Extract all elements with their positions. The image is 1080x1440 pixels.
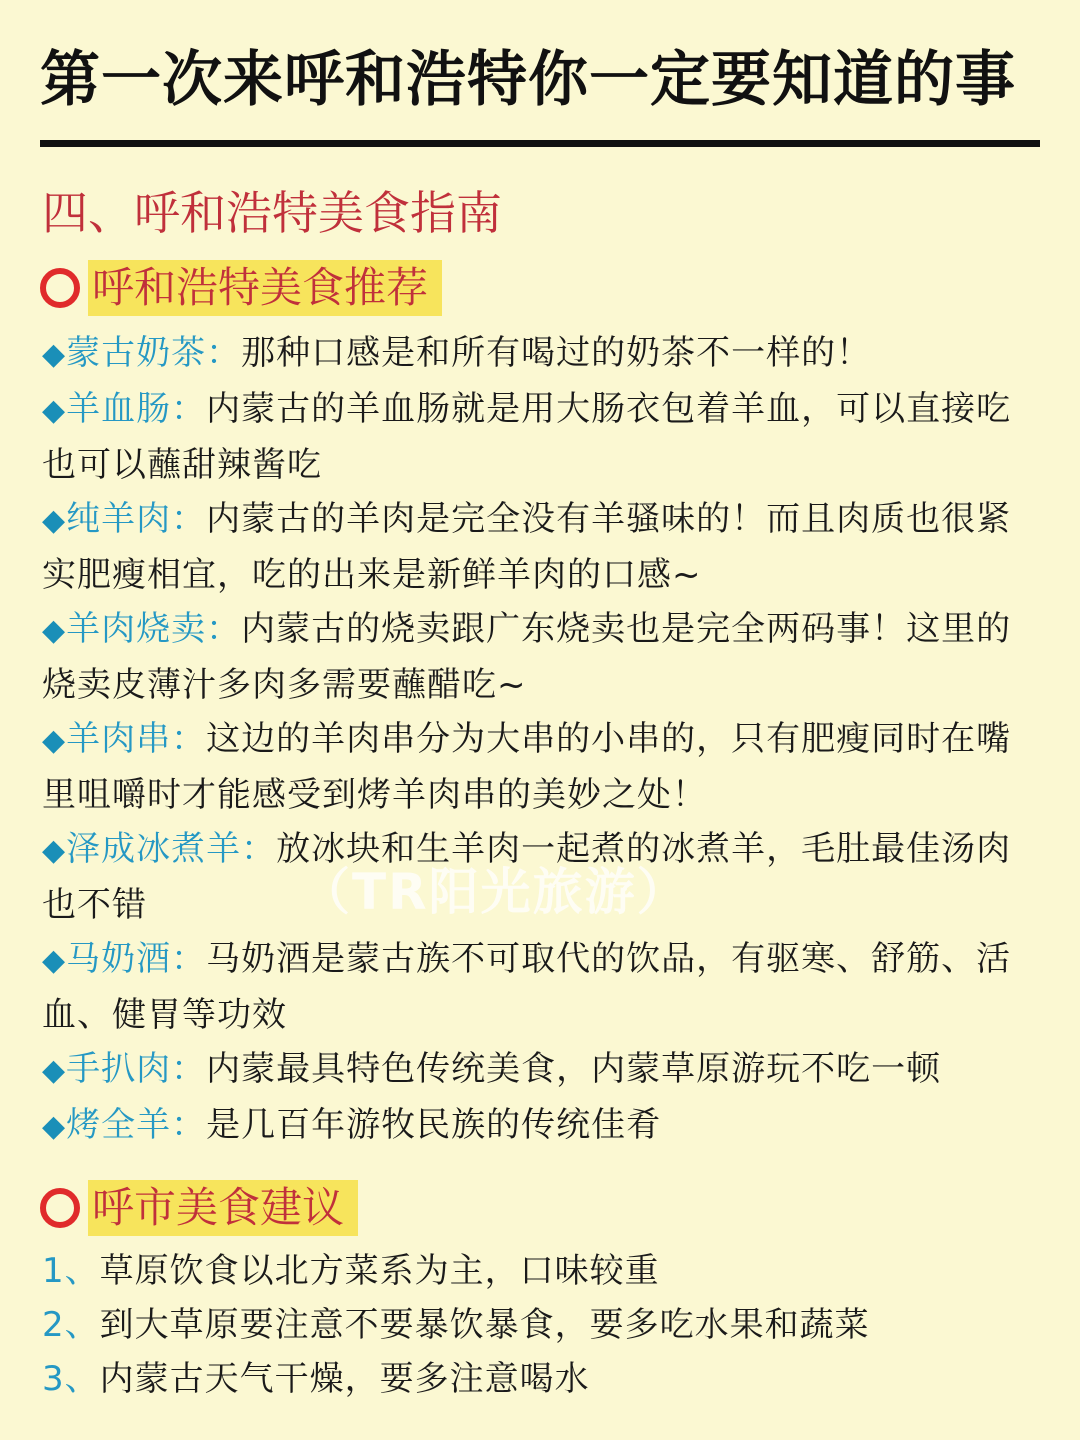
- advice-heading-label: 呼市美食建议: [88, 1180, 358, 1236]
- circle-icon: [40, 1188, 80, 1228]
- food-name: 羊血肠：: [66, 389, 207, 429]
- list-item: [42, 1042, 1032, 1098]
- list-item: [42, 1298, 1032, 1352]
- circle-icon: [40, 268, 80, 308]
- list-item: [42, 1098, 1032, 1154]
- food-desc: 内蒙古的羊肉是完全没有羊骚味的！而且肉质也很紧实肥瘦相宜，吃的出来是新鲜羊肉的口感~: [42, 499, 1012, 595]
- list-item: [42, 492, 1032, 602]
- food-name: 羊肉串：: [66, 719, 207, 759]
- diamond-icon: ◆: [42, 943, 67, 978]
- list-item: [42, 932, 1032, 1042]
- recommend-heading: [40, 260, 442, 316]
- food-desc: 内蒙古的羊血肠就是用大肠衣包着羊血，可以直接吃也可以蘸甜辣酱吃: [42, 389, 1012, 485]
- food-desc: 那种口感是和所有喝过的奶茶不一样的！: [241, 333, 872, 373]
- section-title: 四、呼和浩特美食指南: [42, 186, 502, 240]
- food-desc: 内蒙最具特色传统美食，内蒙草原游玩不吃一顿: [206, 1049, 942, 1089]
- diamond-icon: ◆: [42, 613, 67, 648]
- food-desc: 放冰块和生羊肉一起煮的冰煮羊，毛肚最佳汤肉也不错: [42, 829, 1012, 925]
- list-item: [42, 382, 1032, 492]
- diamond-icon: ◆: [42, 723, 67, 758]
- diamond-icon: ◆: [42, 1053, 67, 1088]
- item-number: 2、: [42, 1305, 100, 1345]
- recommend-heading-label: 呼和浩特美食推荐: [88, 260, 442, 316]
- diamond-icon: ◆: [42, 337, 67, 372]
- diamond-icon: ◆: [42, 1109, 67, 1144]
- food-name: 蒙古奶茶：: [66, 333, 242, 373]
- food-desc: 马奶酒是蒙古族不可取代的饮品，有驱寒、舒筋、活血、健胃等功效: [42, 939, 1012, 1035]
- list-item: [42, 1244, 1032, 1298]
- food-name: 手扒肉：: [66, 1049, 207, 1089]
- page-title: 第一次来呼和浩特你一定要知道的事: [40, 45, 1016, 115]
- list-item: [42, 1352, 1032, 1406]
- list-item: [42, 602, 1032, 712]
- list-item: [42, 326, 1032, 382]
- item-number: 1、: [42, 1251, 100, 1291]
- food-desc: 内蒙古的烧卖跟广东烧卖也是完全两码事！这里的烧卖皮薄汁多肉多需要蘸醋吃~: [42, 609, 1012, 705]
- food-name: 泽成冰煮羊：: [66, 829, 277, 869]
- advice-heading: [40, 1180, 358, 1236]
- item-text: 内蒙古天气干燥，要多注意喝水: [99, 1359, 590, 1399]
- food-name: 烤全羊：: [66, 1105, 207, 1145]
- item-text: 草原饮食以北方菜系为主，口味较重: [99, 1251, 660, 1291]
- food-desc: 这边的羊肉串分为大串的小串的，只有肥瘦同时在嘴里咀嚼时才能感受到烤羊肉串的美妙之处！: [42, 719, 1012, 815]
- food-name: 马奶酒：: [66, 939, 207, 979]
- food-desc: 是几百年游牧民族的传统佳肴: [206, 1105, 662, 1145]
- food-name: 纯羊肉：: [66, 499, 207, 539]
- diamond-icon: ◆: [42, 833, 67, 868]
- item-number: 3、: [42, 1359, 100, 1399]
- title-divider: [40, 140, 1040, 147]
- diamond-icon: ◆: [42, 503, 67, 538]
- item-text: 到大草原要注意不要暴饮暴食，要多吃水果和蔬菜: [99, 1305, 870, 1345]
- food-name: 羊肉烧卖：: [66, 609, 242, 649]
- food-list: [42, 326, 1032, 1154]
- diamond-icon: ◆: [42, 393, 67, 428]
- watermark: （TR阳光旅游）: [300, 863, 689, 921]
- list-item: [42, 712, 1032, 822]
- advice-list: [42, 1244, 1032, 1406]
